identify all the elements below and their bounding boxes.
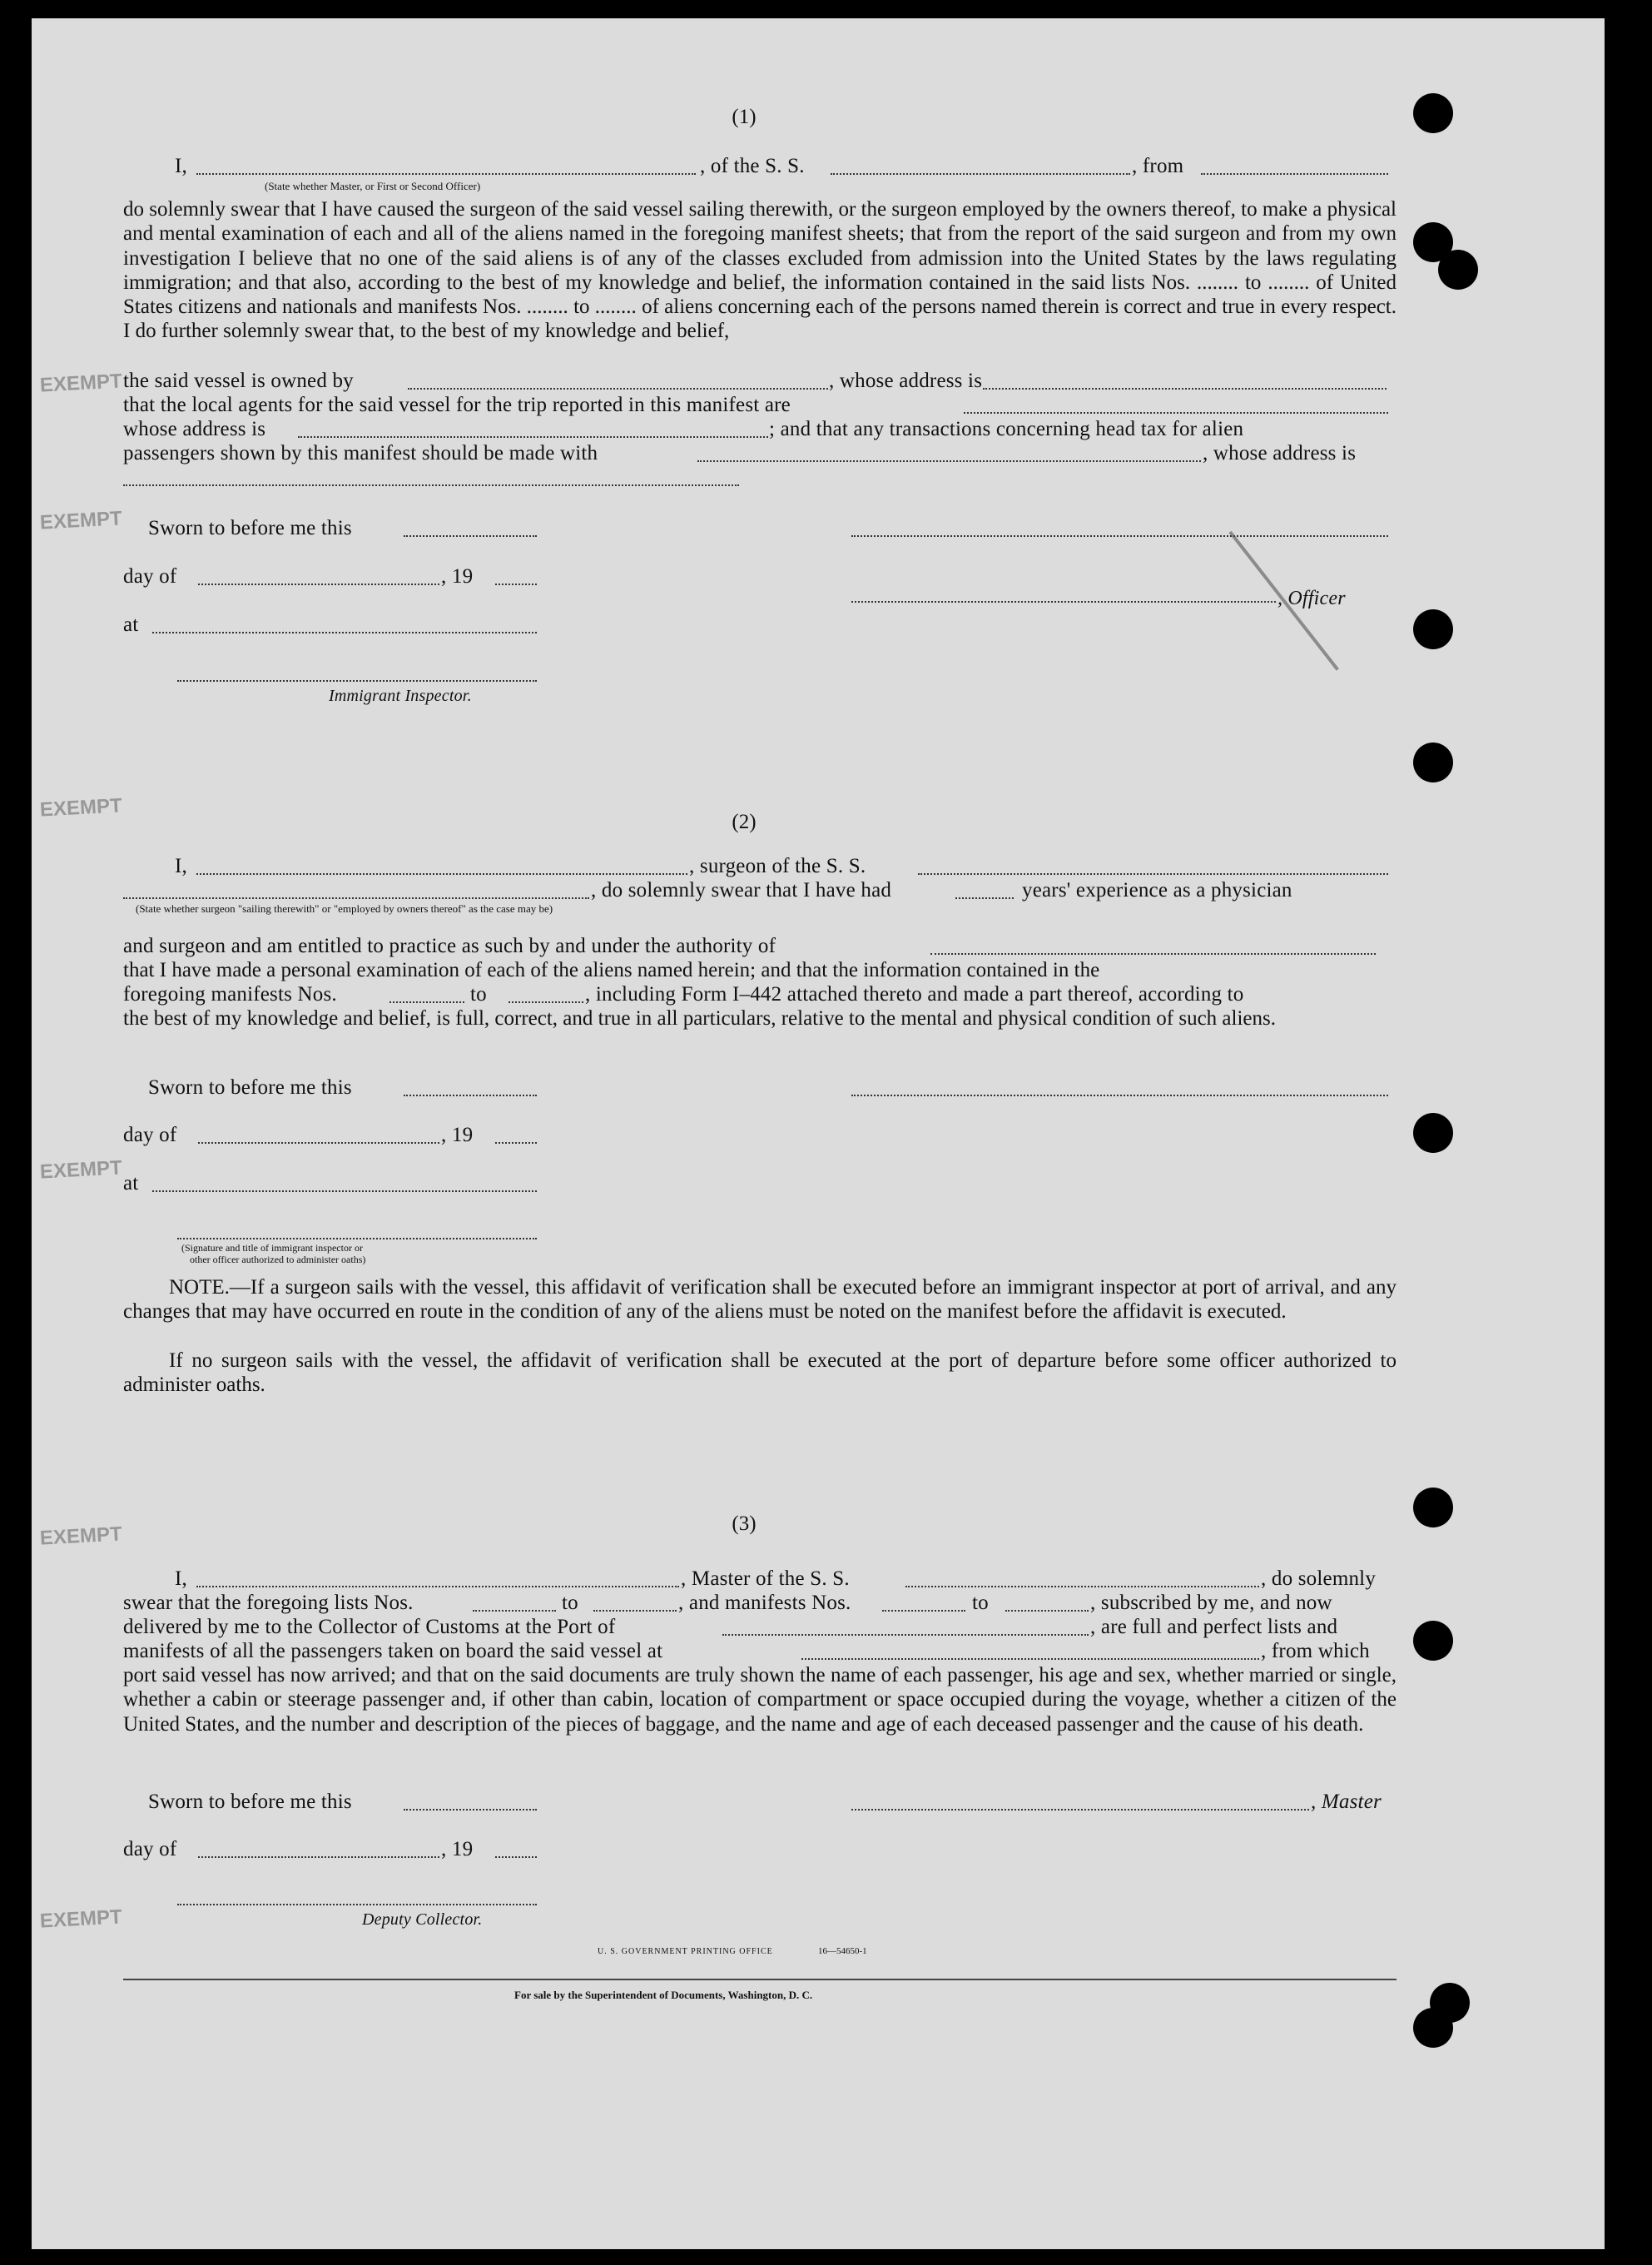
- delivered-end-label: , are full and perfect lists and: [1090, 1616, 1338, 1638]
- punch-hole-icon: [1438, 250, 1478, 290]
- section2-body1: that I have made a personal examination of each of the aliens named herein; and that the information contained in the: [123, 959, 1100, 981]
- manifests-to-field[interactable]: [1005, 1610, 1089, 1612]
- section2-line2-end: years' experience as a physician: [1022, 879, 1292, 902]
- passengers-line-label: passengers shown by this manifest should be made with: [123, 442, 598, 464]
- surgeon-status-field[interactable]: [123, 897, 589, 899]
- officer-label: , Officer: [1277, 588, 1346, 609]
- punch-hole-icon: [1413, 1113, 1453, 1153]
- master-vessel-field[interactable]: [905, 1586, 1259, 1587]
- year-label: , 19: [441, 1838, 474, 1860]
- foregoing-label: foregoing manifests Nos.: [123, 983, 337, 1006]
- punch-hole-icon: [1413, 2008, 1453, 2048]
- sworn-date-field[interactable]: [404, 1809, 537, 1811]
- officer-signature-field-top[interactable]: [851, 535, 1388, 537]
- place-field[interactable]: [152, 632, 537, 633]
- month-field[interactable]: [198, 584, 439, 585]
- sale-note: For sale by the Superintendent of Documents, Washington, D. C.: [514, 1989, 813, 2001]
- sworn-label: Sworn to before me this: [148, 517, 352, 539]
- head-tax-address-field[interactable]: [123, 484, 739, 486]
- sworn-date-field[interactable]: [404, 535, 537, 537]
- section-number: (3): [732, 1512, 757, 1535]
- surgeon-signature-field[interactable]: [851, 1095, 1388, 1096]
- subscribed-label: , subscribed by me, and now: [1090, 1592, 1332, 1614]
- owner-field[interactable]: [408, 388, 828, 390]
- section3-line1-mid: , Master of the S. S.: [681, 1567, 850, 1590]
- bleed-stamp: EXEMPT: [39, 370, 123, 397]
- year-field[interactable]: [495, 1856, 537, 1858]
- years-experience-field[interactable]: [955, 897, 1014, 899]
- bleed-stamp: EXEMPT: [39, 1905, 123, 1933]
- to-label: to: [470, 983, 487, 1006]
- port-field[interactable]: [722, 1634, 1089, 1636]
- year-field[interactable]: [495, 584, 537, 585]
- inspector-label: Immigrant Inspector.: [329, 687, 472, 705]
- including-label: , including Form I–442 attached thereto and made a part thereof, according to: [585, 983, 1244, 1006]
- section2-body3: the best of my knowledge and belief, is full, correct, and true in all particulars, relative to the mental and physical condition of such aliens.: [123, 1007, 1276, 1030]
- month-field[interactable]: [198, 1142, 439, 1144]
- note-paragraph-1: NOTE.—If a surgeon sails with the vessel, this affidavit of verification shall be executed before an immigrant inspector at port of arrival, and any changes that may have occurred en route in the condition of any of the aliens must be noted on the manifest before the affidavit is executed.: [123, 1276, 1397, 1324]
- punch-hole-icon: [1413, 93, 1453, 133]
- section-number: (1): [732, 106, 757, 128]
- manifest-verification-page: [32, 18, 1605, 2249]
- collector-label: Deputy Collector.: [362, 1910, 483, 1929]
- owner-address-field[interactable]: [983, 388, 1387, 390]
- section3-body: port said vessel has now arrived; and that on the said documents are truly shown the name of each passenger, his age and sex, whether married or single, whether a cabin or steerage passenger and, if other than cabin, location of compartment or space occupied during the voyage, whether a citizen of the United States, and the number and description of the pieces of baggage, and the name and age of each deceased passenger and the cause of his death.: [123, 1664, 1397, 1736]
- manifests-end-label: , from which: [1261, 1640, 1370, 1662]
- sworn-label: Sworn to before me this: [148, 1791, 352, 1813]
- section1-line1-prefix: I,: [175, 155, 187, 177]
- swear-lists-label: swear that the foregoing lists Nos.: [123, 1592, 414, 1614]
- departure-port-field[interactable]: [801, 1658, 1259, 1660]
- section3-line1-prefix: I,: [175, 1567, 187, 1590]
- at-label: at: [123, 613, 139, 636]
- surgeon-caption: (State whether surgeon "sailing therewith" or "employed by owners thereof" as the case may be): [136, 902, 553, 915]
- section1-line1-from: , from: [1132, 155, 1184, 177]
- sig-caption-1: (Signature and title of immigrant inspector or: [181, 1242, 363, 1254]
- bleed-stamp: EXEMPT: [39, 507, 123, 534]
- local-agents-field[interactable]: [964, 412, 1388, 414]
- day-of-label: day of: [123, 565, 177, 588]
- month-field[interactable]: [198, 1856, 439, 1858]
- year-label: , 19: [441, 565, 474, 588]
- at-label: at: [123, 1172, 139, 1195]
- whose-address-label: , whose address is: [829, 370, 983, 392]
- manifests-label: manifests of all the passengers taken on board the said vessel at: [123, 1640, 663, 1662]
- section2-line1-mid: , surgeon of the S. S.: [689, 855, 866, 877]
- gpo-imprint: U. S. GOVERNMENT PRINTING OFFICE: [598, 1947, 773, 1956]
- officer-name-field[interactable]: [196, 173, 696, 175]
- owned-by-label: the said vessel is owned by: [123, 370, 354, 392]
- authority-field[interactable]: [930, 953, 1376, 955]
- section1-body: do solemnly swear that I have caused the surgeon of the said vessel sailing therewith, or the surgeon employed by the owners thereof, to make a physical and mental examination of each and all of the aliens named in the foregoing manifest sheets; that from the report of the said surgeon and from my own investigation I believe that no one of the said aliens is of any of the classes excluded from admission into the United States by the laws regulating immigration; and that also, according to the best of my knowledge and belief, the information contained in the said lists Nos. ........ to ........ of United States citizens and nationals and manifests Nos. ........ to ........ of aliens concerning each of the persons named therein is correct and true in every respect. I do further solemnly swear that, to the best of my knowledge and belief,: [123, 198, 1397, 343]
- from-port-field[interactable]: [1201, 173, 1388, 175]
- manifests-nos-label: , and manifests Nos.: [678, 1592, 851, 1614]
- sig-caption-2: other officer authorized to administer oaths): [190, 1254, 366, 1265]
- section-number: (2): [732, 811, 757, 833]
- punch-hole-icon: [1413, 1488, 1453, 1527]
- bleed-stamp: EXEMPT: [39, 794, 123, 822]
- master-label: , Master: [1311, 1791, 1382, 1813]
- head-tax-label: ; and that any transactions concerning head tax for alien: [769, 418, 1244, 440]
- head-tax-contact-field[interactable]: [697, 460, 1201, 462]
- year-field[interactable]: [495, 1142, 537, 1144]
- to-label: to: [562, 1592, 578, 1614]
- manifest-from-field[interactable]: [389, 1001, 464, 1003]
- punch-hole-icon: [1413, 743, 1453, 782]
- inspector-signature-field[interactable]: [177, 1238, 537, 1239]
- manifests-from-field[interactable]: [882, 1610, 965, 1612]
- section3-line1-end: , do solemnly: [1261, 1567, 1377, 1590]
- section2-line1-prefix: I,: [175, 855, 187, 877]
- authority-label: and surgeon and am entitled to practice as such by and under the authority of: [123, 935, 776, 957]
- whose-address3-label: , whose address is: [1203, 442, 1357, 464]
- footer-rule: [123, 1979, 1397, 1980]
- collector-signature-field[interactable]: [177, 1904, 537, 1905]
- agent-address-field[interactable]: [298, 436, 768, 438]
- section1-line1-mid: , of the S. S.: [700, 155, 805, 177]
- day-of-label: day of: [123, 1124, 177, 1146]
- to-label: to: [972, 1592, 989, 1614]
- manifest-to-field[interactable]: [508, 1001, 583, 1003]
- day-of-label: day of: [123, 1838, 177, 1860]
- master-signature-field[interactable]: [851, 1809, 1309, 1811]
- bleed-stamp: EXEMPT: [39, 1522, 123, 1550]
- sworn-label: Sworn to before me this: [148, 1076, 352, 1099]
- surgeon-vessel-field[interactable]: [918, 873, 1388, 875]
- vessel-name-field[interactable]: [831, 173, 1130, 175]
- master-name-field[interactable]: [196, 1586, 679, 1587]
- bleed-stamp: EXEMPT: [39, 1156, 123, 1184]
- place-field[interactable]: [152, 1190, 537, 1192]
- officer-signature-field[interactable]: [851, 601, 1276, 603]
- sworn-date-field[interactable]: [404, 1095, 537, 1096]
- surgeon-name-field[interactable]: [196, 873, 687, 875]
- punch-hole-icon: [1413, 609, 1453, 649]
- form-number: 16—54650-1: [818, 1946, 867, 1956]
- year-label: , 19: [441, 1124, 474, 1146]
- delivered-label: delivered by me to the Collector of Customs at the Port of: [123, 1616, 616, 1638]
- local-agents-label: that the local agents for the said vessel for the trip reported in this manifest are: [123, 394, 791, 416]
- lists-from-field[interactable]: [473, 1610, 556, 1612]
- section2-line2: , do solemnly swear that I have had: [591, 879, 892, 902]
- note-paragraph-2: If no surgeon sails with the vessel, the affidavit of verification shall be executed at the port of departure before some officer authorized to administer oaths.: [123, 1349, 1397, 1397]
- officer-caption: (State whether Master, or First or Second Officer): [265, 180, 481, 192]
- whose-address2-label: whose address is: [123, 418, 266, 440]
- lists-to-field[interactable]: [593, 1610, 677, 1612]
- inspector-signature-field[interactable]: [177, 680, 537, 682]
- punch-hole-icon: [1413, 1621, 1453, 1661]
